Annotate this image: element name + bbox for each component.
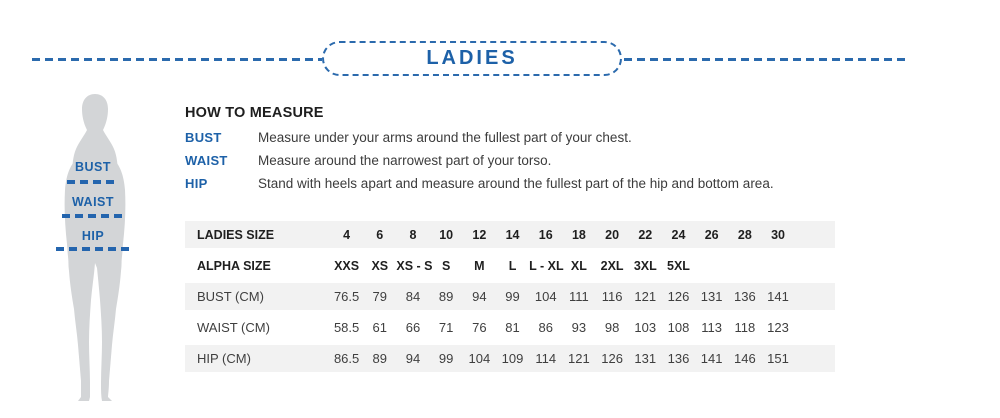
table-cell: XL xyxy=(570,258,587,273)
table-cell: 2XL xyxy=(600,258,624,273)
table-row xyxy=(185,343,835,374)
table-cell: 141 xyxy=(700,351,723,366)
divider-dashed-line-left xyxy=(32,58,322,61)
table-cell: 10 xyxy=(439,227,454,242)
table-cell: 131 xyxy=(634,351,657,366)
table-cell: 113 xyxy=(701,320,723,335)
table-cell: XXS xyxy=(334,258,360,273)
table-cell: 5XL xyxy=(667,258,690,273)
how-to-measure-item xyxy=(185,172,885,195)
row-label: LADIES SIZE xyxy=(197,227,275,242)
table-cell: 116 xyxy=(601,289,623,304)
measure-desc-waist: Measure around the narrowest part of your torso. xyxy=(258,153,552,168)
table-cell: 141 xyxy=(767,289,789,304)
table-cell: 26 xyxy=(704,227,719,242)
how-to-measure-item xyxy=(185,126,885,149)
ladies-badge-label: LADIES xyxy=(426,47,518,69)
table-cell: 94 xyxy=(472,289,487,304)
table-cell: 86.5 xyxy=(333,351,360,366)
table-cell: 6 xyxy=(376,227,384,242)
table-cell: 99 xyxy=(505,289,520,304)
table-cell: 30 xyxy=(771,227,785,242)
table-cell: 121 xyxy=(634,289,657,304)
bust-measure-line xyxy=(67,180,119,184)
measure-desc-bust: Measure under your arms around the fullest part of your chest. xyxy=(258,130,632,145)
table-cell: L - XL xyxy=(529,258,564,273)
table-row xyxy=(185,250,835,281)
table-cell: 109 xyxy=(501,351,524,366)
table-cell: 71 xyxy=(438,320,454,335)
table-cell: 79 xyxy=(372,289,388,304)
figure-label-bust: BUST xyxy=(74,160,112,174)
measure-term-waist: WAIST xyxy=(185,153,228,168)
table-cell: 118 xyxy=(734,320,756,335)
table-cell: 104 xyxy=(468,351,491,366)
table-cell: 8 xyxy=(409,227,417,242)
table-cell: 89 xyxy=(372,351,388,366)
table-cell: 28 xyxy=(737,227,752,242)
table-cell: 89 xyxy=(438,289,454,304)
table-cell: 108 xyxy=(667,320,690,335)
measure-desc-hip: Stand with heels apart and measure around the fullest part of the hip and bottom area. xyxy=(258,176,774,191)
table-cell: 98 xyxy=(604,320,620,335)
row-label: ALPHA SIZE xyxy=(197,258,271,273)
table-cell: 86 xyxy=(538,320,553,335)
table-cell: 94 xyxy=(405,351,421,366)
table-cell: 58.5 xyxy=(333,320,360,335)
divider-dashed-line-right xyxy=(624,58,905,61)
table-cell: 146 xyxy=(733,351,756,366)
hip-measure-line xyxy=(56,247,131,251)
table-cell: M xyxy=(474,258,485,273)
table-cell: XS - S xyxy=(396,258,433,273)
how-to-measure-item xyxy=(185,149,885,172)
table-row xyxy=(185,219,835,250)
table-cell: 103 xyxy=(634,320,657,335)
ladies-badge xyxy=(322,41,622,76)
table-cell: 3XL xyxy=(633,258,657,273)
table-cell: 66 xyxy=(405,320,421,335)
table-cell: 114 xyxy=(535,351,557,366)
table-cell: 16 xyxy=(538,227,553,242)
figure-label-hip: HIP xyxy=(81,229,105,243)
table-cell: 99 xyxy=(438,351,454,366)
table-cell: S xyxy=(441,258,451,273)
table-cell: XS xyxy=(371,258,389,273)
table-cell: 84 xyxy=(405,289,421,304)
waist-measure-line xyxy=(62,214,124,218)
table-cell: 104 xyxy=(534,289,557,304)
measure-term-bust: BUST xyxy=(185,130,222,145)
table-cell: 24 xyxy=(671,227,686,242)
table-cell: 93 xyxy=(571,320,587,335)
table-cell: 123 xyxy=(767,320,789,335)
table-cell: 81 xyxy=(505,320,520,335)
table-cell: 136 xyxy=(733,289,756,304)
table-cell: 111 xyxy=(569,289,589,304)
table-cell: 12 xyxy=(472,227,487,242)
table-cell: 131 xyxy=(700,289,723,304)
measure-term-hip: HIP xyxy=(185,176,208,191)
table-cell: 136 xyxy=(667,351,690,366)
table-cell: L xyxy=(508,258,517,273)
table-cell: 76.5 xyxy=(333,289,360,304)
how-to-measure-list xyxy=(185,126,885,195)
table-cell: 126 xyxy=(601,351,623,366)
how-to-measure-title: HOW TO MEASURE xyxy=(185,105,324,121)
table-cell: 14 xyxy=(505,227,520,242)
table-cell: 61 xyxy=(372,320,388,335)
table-cell: 22 xyxy=(638,227,653,242)
row-label: HIP (CM) xyxy=(197,351,251,366)
table-cell: 151 xyxy=(767,351,789,366)
row-label: BUST (CM) xyxy=(197,289,264,304)
table-cell: 20 xyxy=(605,227,620,242)
row-label: WAIST (CM) xyxy=(197,320,270,335)
table-cell: 121 xyxy=(568,351,590,366)
table-cell: 126 xyxy=(667,289,690,304)
table-cell: 18 xyxy=(571,227,586,242)
table-row xyxy=(185,312,835,343)
size-table xyxy=(185,219,835,374)
table-cell: 4 xyxy=(343,227,351,242)
figure-label-waist: WAIST xyxy=(71,195,115,209)
table-row xyxy=(185,281,835,312)
table-cell: 76 xyxy=(472,320,487,335)
